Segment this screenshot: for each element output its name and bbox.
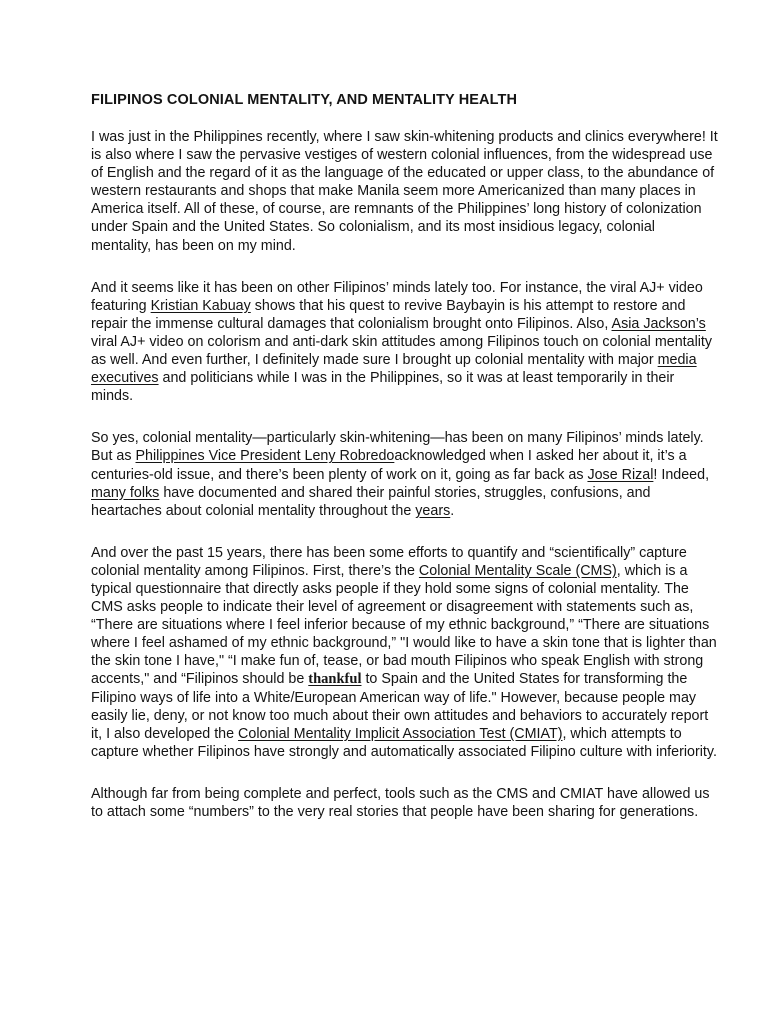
paragraph-2-text: viral AJ+ video on colorism and anti-dark skin attitudes among Filipinos touch on colonial mentality as well. And even further, I definitely made sure I brought up colonial mentality with major <box>91 333 713 369</box>
paragraph-2-text: shows that his quest to revive Baybayin is his attempt to restore and repair the immense cultural damages that colonialism brought onto Filipinos. Also, <box>91 297 686 332</box>
paragraph-4 <box>91 544 718 761</box>
link-leny-robredo[interactable]: Philippines Vice President Leny Robredo <box>135 448 395 465</box>
paragraph-3 <box>91 429 718 519</box>
paragraph-3-text: . <box>450 502 455 519</box>
paragraph-2-text: and politicians while I was in the Philippines, so it was at least temporarily in their minds. <box>91 370 675 405</box>
link-kristian-kabuay[interactable]: Kristian Kabuay <box>150 297 251 314</box>
paragraph-3-text: So yes, colonial mentality—particularly skin-whitening—has been on many Filipinos’ minds lately. But as <box>91 430 704 465</box>
paragraph-4-text: , which attempts to capture whether Filipinos have strongly and automatically associated Filipino culture with inferiority. <box>91 725 717 760</box>
link-asia-jackson[interactable]: Asia Jackson’s <box>611 315 706 332</box>
paragraph-1-text: I was just in the Philippines recently, where I saw skin-whitening products and clinics everywhere! It is also where I saw the pervasive vestiges of western colonial influences, from the widespread use of English and the regard of it as the language of the educated or upper class, to the abundance of western restaurants and shops that make Manila seem more Americanized than many places in America itself. All of these, of course, are remnants of the Philippines’ long history of colonization under Spain and the United States. So colonialism, and its most insidious legacy, colonial mentality, has been on my mind. <box>91 129 718 254</box>
link-thankful[interactable]: thankful <box>308 671 362 688</box>
paragraph-4-text: And over the past 15 years, there has been some efforts to quantify and “scientifically” capture colonial mentality among Filipinos. First, there’s the <box>91 544 687 579</box>
link-colonial-mentality-scale[interactable]: Colonial Mentality Scale (CMS) <box>418 562 617 579</box>
link-media-executives[interactable]: media executives <box>91 352 697 387</box>
paragraph-2 <box>91 279 718 406</box>
paragraph-4-text: to Spain and the United States for transforming the Filipino ways of life into a White/European American way of life." However, because people may easily lie, deny, or not know too much about their own attitudes and behaviors to accurately report it, I also developed the <box>91 671 709 742</box>
paragraph-4-text: , which is a typical questionnaire that directly asks people if they hold some signs of colonial mentality. The CMS asks people to indicate their level of agreement or disagreement with statements such as, “There are situations where I feel inferior because of my ethnic background,” “There are situations where I feel ashamed of my ethnic background,” "I would like to have a skin tone that is lighter than the skin tone I have," “I make fun of, tease, or bad mouth Filipinos who speak English with strong accents," and “Filipinos should be <box>91 562 717 688</box>
link-jose-rizal[interactable]: Jose Rizal <box>587 466 654 483</box>
paragraph-5-text: Although far from being complete and perfect, tools such as the CMS and CMIAT have allowed us to attach some “numbers” to the very real stories that people have been sharing for generations. <box>91 785 710 820</box>
paragraph-3-text: ! Indeed, <box>653 466 710 483</box>
link-cmiat[interactable]: Colonial Mentality Implicit Association Test (CMIAT) <box>238 725 563 742</box>
link-years[interactable]: years <box>415 502 451 519</box>
paragraph-1 <box>91 128 718 255</box>
paragraph-3-text: have documented and shared their painful stories, struggles, confusions, and heartaches about colonial mentality throughout the <box>91 484 651 519</box>
paragraph-2-text: And it seems like it has been on other Filipinos’ minds lately too. For instance, the viral AJ+ video featuring <box>91 279 703 314</box>
paragraph-3-text: acknowledged when I asked her about it, it’s a centuries-old issue, and there’s been plenty of work on it, going as far back as <box>91 448 687 483</box>
paragraph-5 <box>91 785 718 821</box>
document-title: FILIPINOS COLONIAL MENTALITY, AND MENTALITY HEALTH <box>91 92 518 108</box>
link-many-folks[interactable]: many folks <box>91 484 160 501</box>
